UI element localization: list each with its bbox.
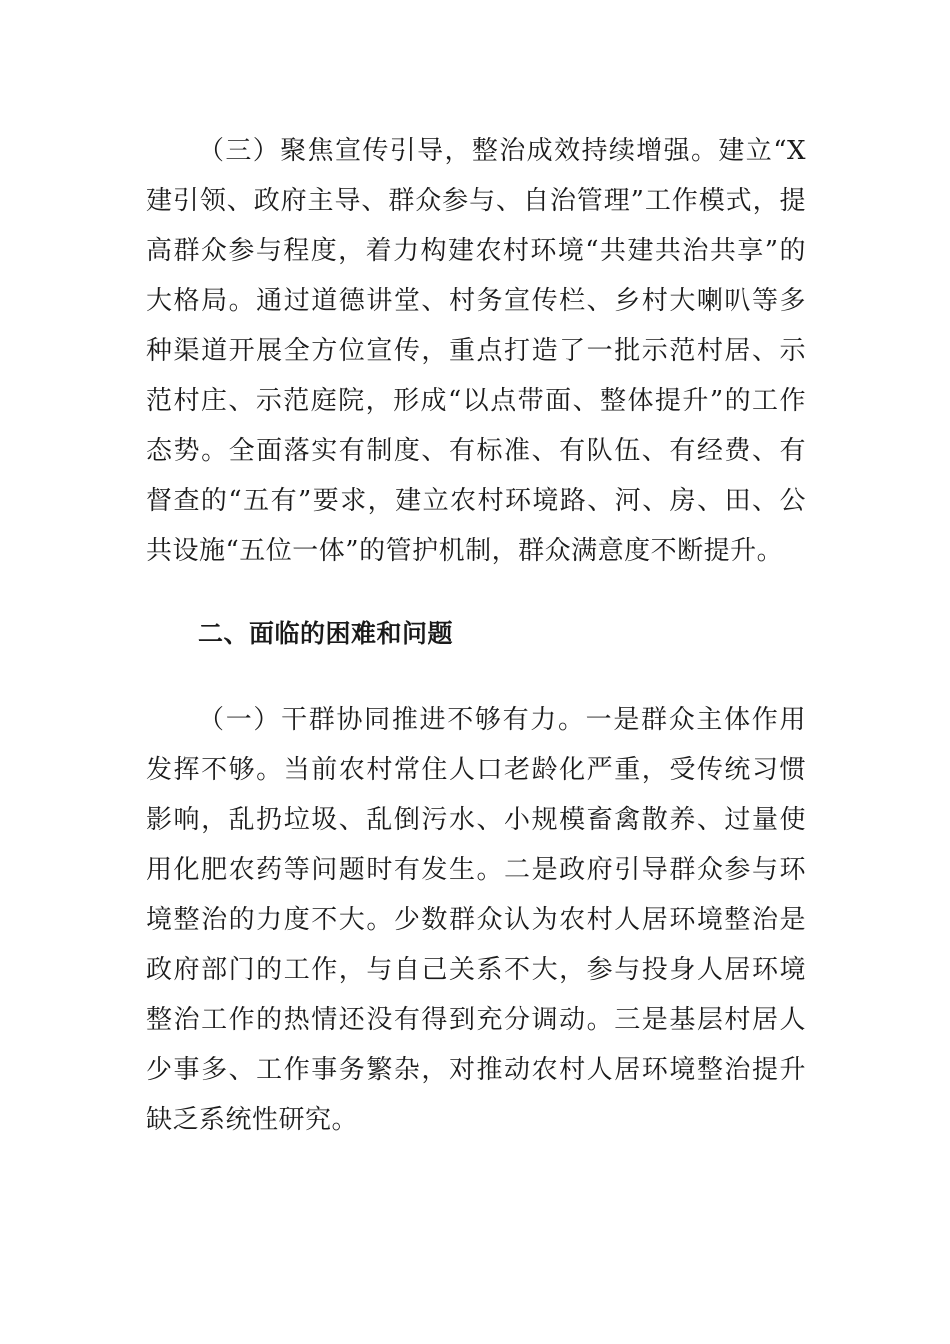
section-heading-difficulties: 二、面临的困难和问题 (198, 619, 454, 648)
paragraph-cadre-mass-coordination: （一）干群协同推进不够有力。一是群众主体作用发挥不够。当前农村常住人口老龄化严重，受传统习惯影响，乱扔垃圾、乱倒污水、小规模畜禽散养、过量使用化肥农药等问题时有发生。二是政府引导群众参与环境整治的力度不大。少数群众认为农村人居环境整治是政府部门的工作，与自己关系不大，参与投身人居环境整治工作的热情还没有得到充分调动。三是基层村居人少事多、工作事务繁杂，对推动农村人居环境整治提升缺乏系统性研究。 (146, 705, 806, 1135)
paragraph-focus-publicity: （三）聚焦宣传引导，整治成效持续增强。建立“X建引领、政府主导、群众参与、自治管理”工作模式，提高群众参与程度，着力构建农村环境“共建共治共享”的大格局。通过道德讲堂、村务宣传栏、乡村大喇叭等多种渠道开展全方位宣传，重点打造了一批示范村居、示范村庄、示范庭院，形成“以点带面、整体提升”的工作态势。全面落实有制度、有标准、有队伍、有经费、有督查的“五有”要求，建立农村环境路、河、房、田、公共设施“五位一体”的管护机制，群众满意度不断提升。 (146, 136, 806, 566)
